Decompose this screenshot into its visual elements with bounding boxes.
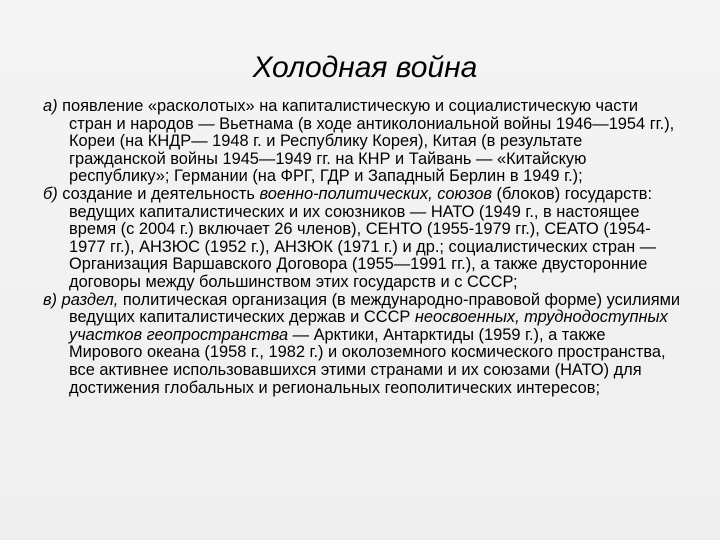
paragraph-emphasis: военно-политических, союзов <box>259 184 492 203</box>
paragraph-a <box>43 98 683 186</box>
paragraph-b <box>43 186 683 292</box>
paragraph-text: создание и деятельность <box>62 184 255 203</box>
paragraph-marker: а) <box>43 97 58 115</box>
paragraph-text: (блоков) государств: ведущих капиталистических и их союзников — НАТО (1949 г., в настоящее время (с 2004 г.) включает 26 членов), СЕНТО (1955-1979 гг.), СЕАТО (1954-1977 гг.), АНЗЮС (1952 г.), АНЗЮК (1971 г.) и др.; социалистических стран — Организация Варшавского Договора (1955—1991 гг.), а также двусторонние договоры между большинством этих государств и с СССР; <box>69 184 657 291</box>
paragraph-marker: б) <box>43 184 58 203</box>
paragraph-c <box>43 292 683 398</box>
slide-body <box>43 98 683 397</box>
slide-title: Холодная война <box>252 51 478 84</box>
paragraph-emphasis: раздел, <box>61 290 119 309</box>
paragraph-text: появление «расколотых» на капиталистическую и социалистическую части стран и народов — Вьетнама (в ходе антиколониальной войны 1946—1954 гг.), Кореи (на КНДР— 1948 г. и Республику Корея), Китая (в результате гражданской войны 1945—1949 гг. на КНР и Тайвань — «Китайскую республику»; Германии (на ФРГ, ГДР и Западный Берлин в 1949 г.); <box>62 97 675 186</box>
paragraph-text: политическая организация (в международно-правовой форме) усилиями ведущих капиталистических держав и СССР <box>69 290 681 327</box>
paragraph-emphasis: неосвоенных, труднодоступных участков геопространства <box>69 308 668 344</box>
paragraph-text: — Арктики, Антарктиды (1959 г.), а также Мирового океана (1958 г., 1982 г.) и околоземного космического пространства, все активнее использовавшихся этими странами и их союзами (НАТО) для достижения глобальных и региональных геополитических интересов; <box>69 325 666 397</box>
paragraph-marker: в) <box>43 290 58 309</box>
